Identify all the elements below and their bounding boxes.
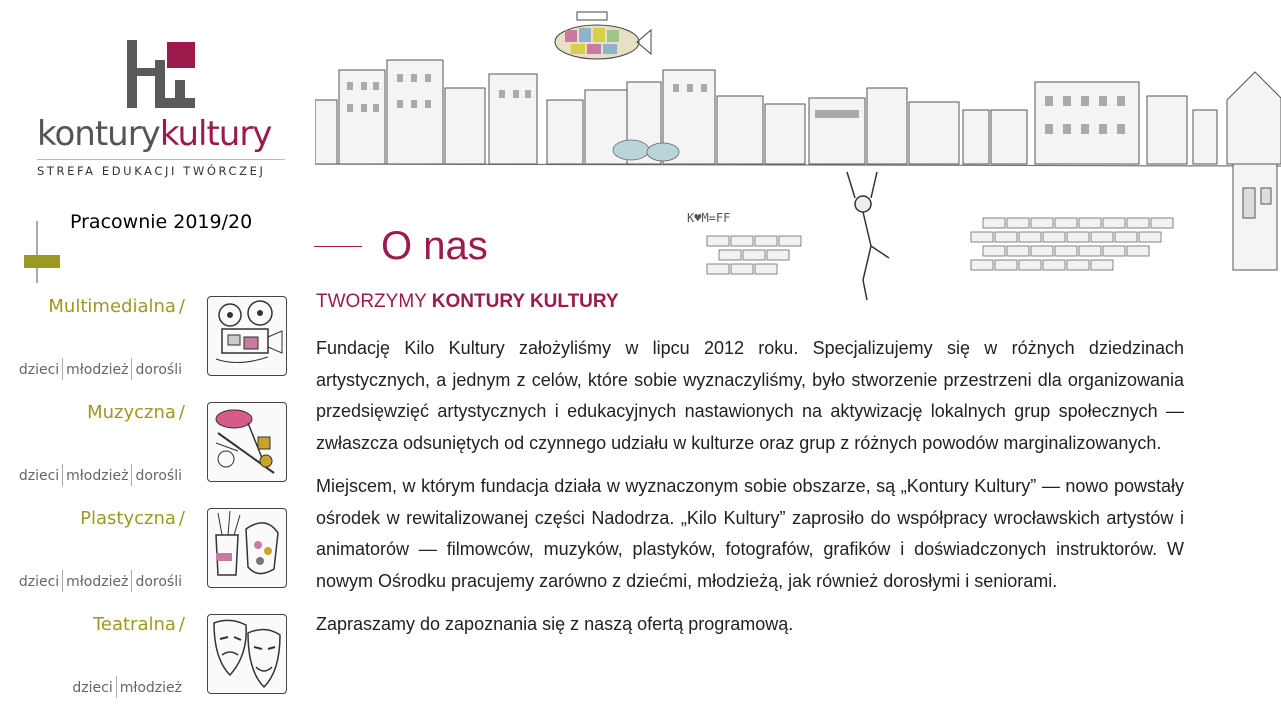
title-decoration-line <box>314 246 362 247</box>
age-link-youth[interactable]: młodzież <box>66 468 129 484</box>
logo-mark-icon <box>127 40 197 110</box>
age-link-youth[interactable]: młodzież <box>66 362 129 378</box>
workshop-age-groups <box>19 464 182 486</box>
theatre-masks-icon <box>208 615 286 693</box>
workshop-thumbnail[interactable] <box>207 402 287 482</box>
workshop-multimedialna[interactable] <box>10 296 290 380</box>
age-separator <box>131 464 132 486</box>
age-link-youth[interactable]: młodzież <box>66 574 129 590</box>
article-paragraph: Zapraszamy do zapoznania się z naszą ofertą programową. <box>316 614 794 634</box>
sidebar-accent-block <box>24 255 60 268</box>
age-separator <box>62 358 63 380</box>
article-paragraph: Fundację Kilo Kultury założyliśmy w lipcu 2012 roku. Specjalizujemy się w różnych dziedzinach artystycznych, a jednym z celów, które sobie wyznaczyliśmy, było stworzenie przestrzeni dla organizowania przedsięwzięć artystycznych i edukacyjnych nastawionych na aktywizację lokalnych grup społecznych — zwłaszcza odsuniętych od czynnego udziału w kulturze oraz grup z różnych powodów marginalizowanych. <box>316 338 1184 453</box>
logo-tagline: STREFA EDUKACJI TWÓRCZEJ <box>37 164 266 178</box>
workshop-name[interactable]: Multimedialna / <box>48 296 185 317</box>
age-link-youth[interactable]: młodzież <box>119 680 182 696</box>
about-article <box>316 333 1184 653</box>
age-separator <box>131 570 132 592</box>
blimp-icon <box>555 12 651 59</box>
age-separator <box>62 570 63 592</box>
logo-wordmark: konturykultury <box>37 114 272 154</box>
workshop-teatralna[interactable] <box>10 614 290 698</box>
workshop-name[interactable]: Teatralna / <box>92 614 185 635</box>
music-instruments-icon <box>208 403 286 481</box>
workshop-muzyczna[interactable] <box>10 402 290 486</box>
page-subtitle: TWORZYMY KONTURY KULTURY <box>316 291 619 312</box>
workshop-thumbnail[interactable] <box>207 614 287 694</box>
age-link-adults[interactable]: dorośli <box>135 468 182 484</box>
climber-figure <box>847 172 889 300</box>
slash-separator: / <box>178 402 185 423</box>
workshop-plastyczna[interactable] <box>10 508 290 592</box>
age-link-children[interactable]: dzieci <box>18 362 60 378</box>
art-supplies-icon <box>208 509 286 587</box>
page-title: O nas <box>381 224 488 268</box>
age-separator <box>62 464 63 486</box>
slash-separator: / <box>178 508 185 529</box>
age-separator <box>116 676 117 698</box>
workshops-heading[interactable]: Pracownie 2019/20 <box>70 211 253 233</box>
sidebar-divider <box>36 221 38 283</box>
site-logo[interactable] <box>37 38 297 183</box>
age-link-children[interactable]: dzieci <box>18 574 60 590</box>
workshop-name[interactable]: Muzyczna / <box>87 402 185 423</box>
workshop-age-groups <box>19 570 182 592</box>
workshop-thumbnail[interactable] <box>207 508 287 588</box>
workshop-thumbnail[interactable] <box>207 296 287 376</box>
article-paragraph: Miejscem, w którym fundacja działa w wyznaczonym sobie obszarze, są „Kontury Kultury” — nowo powstały ośrodek w rewitalizowanej części Nadodrza. „Kilo Kultury” zaprosiło do współpracy wrocławskich artystów i animatorów — filmowców, muzyków, plastyków, fotografów, grafików i doświadczonych instruktorów. W nowym Ośrodku pracujemy zarówno z dziećmi, młodzieżą, jak również dorosłymi i seniorami. <box>316 476 1184 591</box>
slash-separator: / <box>178 614 185 635</box>
age-link-children[interactable]: dzieci <box>72 680 113 696</box>
workshop-age-groups <box>19 358 182 380</box>
slash-separator: / <box>178 296 185 317</box>
age-link-children[interactable]: dzieci <box>18 468 60 484</box>
workshop-age-groups <box>72 676 182 698</box>
logo-divider <box>37 159 285 160</box>
film-projector-icon <box>208 297 286 375</box>
age-separator <box>131 358 132 380</box>
workshop-name[interactable]: Plastyczna / <box>80 508 185 529</box>
graffiti-text: K♥M=FF <box>687 211 731 225</box>
age-link-adults[interactable]: dorośli <box>135 362 182 378</box>
age-link-adults[interactable]: dorośli <box>135 574 182 590</box>
